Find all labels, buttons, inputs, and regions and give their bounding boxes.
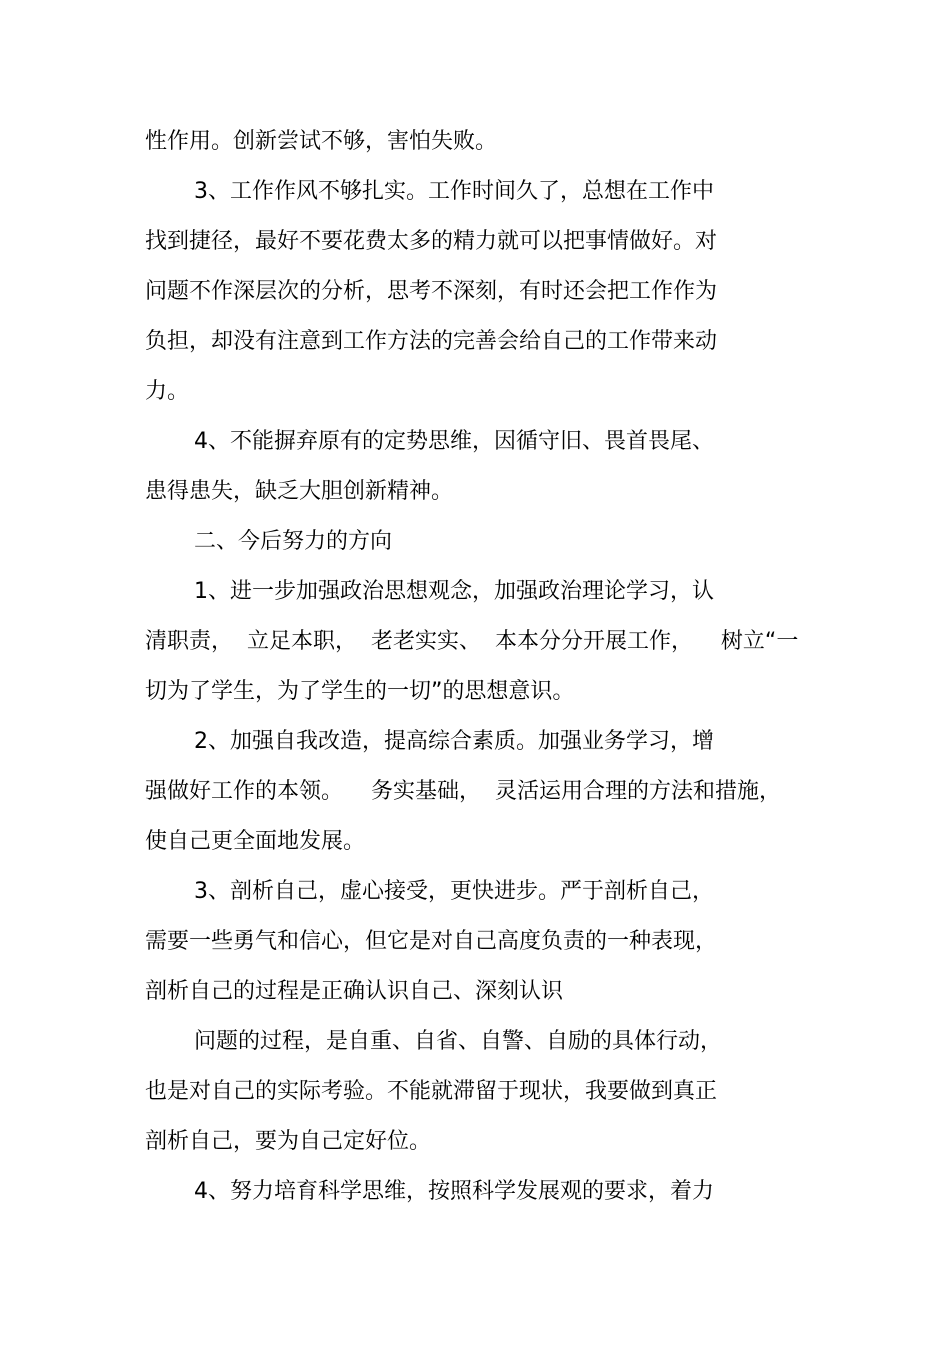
text-line: 需要一些勇气和信心，但它是对自己高度负责的一种表现，	[145, 929, 718, 954]
text-line: 问题不作深层次的分析，思考不深刻，有时还会把工作作为	[145, 279, 718, 304]
text-line: 患得患失，缺乏大胆创新精神。	[145, 479, 454, 504]
text-line: 3、剖析自己，虚心接受，更快进步。严于剖析自己，	[194, 879, 714, 904]
text-line: 剖析自己的过程是正确认识自己、深刻认识	[145, 979, 564, 1004]
section-heading: 二、今后努力的方向	[194, 529, 393, 554]
text-line: 找到捷径，最好不要花费太多的精力就可以把事情做好。对	[145, 229, 718, 254]
text-line: 清职责， 立足本职， 老老实实、 本本分分开展工作， 树立“一	[145, 629, 799, 654]
text-line: 力。	[145, 379, 190, 404]
text-line: 剖析自己，要为自己定好位。	[145, 1129, 432, 1154]
text-line: 4、努力培育科学思维，按照科学发展观的要求，着力	[194, 1179, 714, 1204]
text-line: 使自己更全面地发展。	[145, 829, 366, 854]
text-line: 2、加强自我改造，提高综合素质。加强业务学习，增	[194, 729, 714, 754]
text-line: 切为了学生，为了学生的一切”的思想意识。	[145, 679, 575, 704]
text-line: 问题的过程，是自重、自省、自警、自励的具体行动，	[194, 1029, 723, 1054]
text-line: 性作用。创新尝试不够，害怕失败。	[145, 129, 498, 154]
text-line: 1、进一步加强政治思想观念，加强政治理论学习，认	[194, 579, 714, 604]
text-line: 4、不能摒弃原有的定势思维，因循守旧、畏首畏尾、	[194, 429, 714, 454]
text-line: 3、工作作风不够扎实。工作时间久了，总想在工作中	[194, 179, 714, 204]
text-line: 强做好工作的本领。 务实基础， 灵活运用合理的方法和措施，	[145, 779, 781, 804]
text-line: 也是对自己的实际考验。不能就滞留于现状，我要做到真正	[145, 1079, 718, 1104]
text-line: 负担，却没有注意到工作方法的完善会给自己的工作带来动	[145, 329, 718, 354]
